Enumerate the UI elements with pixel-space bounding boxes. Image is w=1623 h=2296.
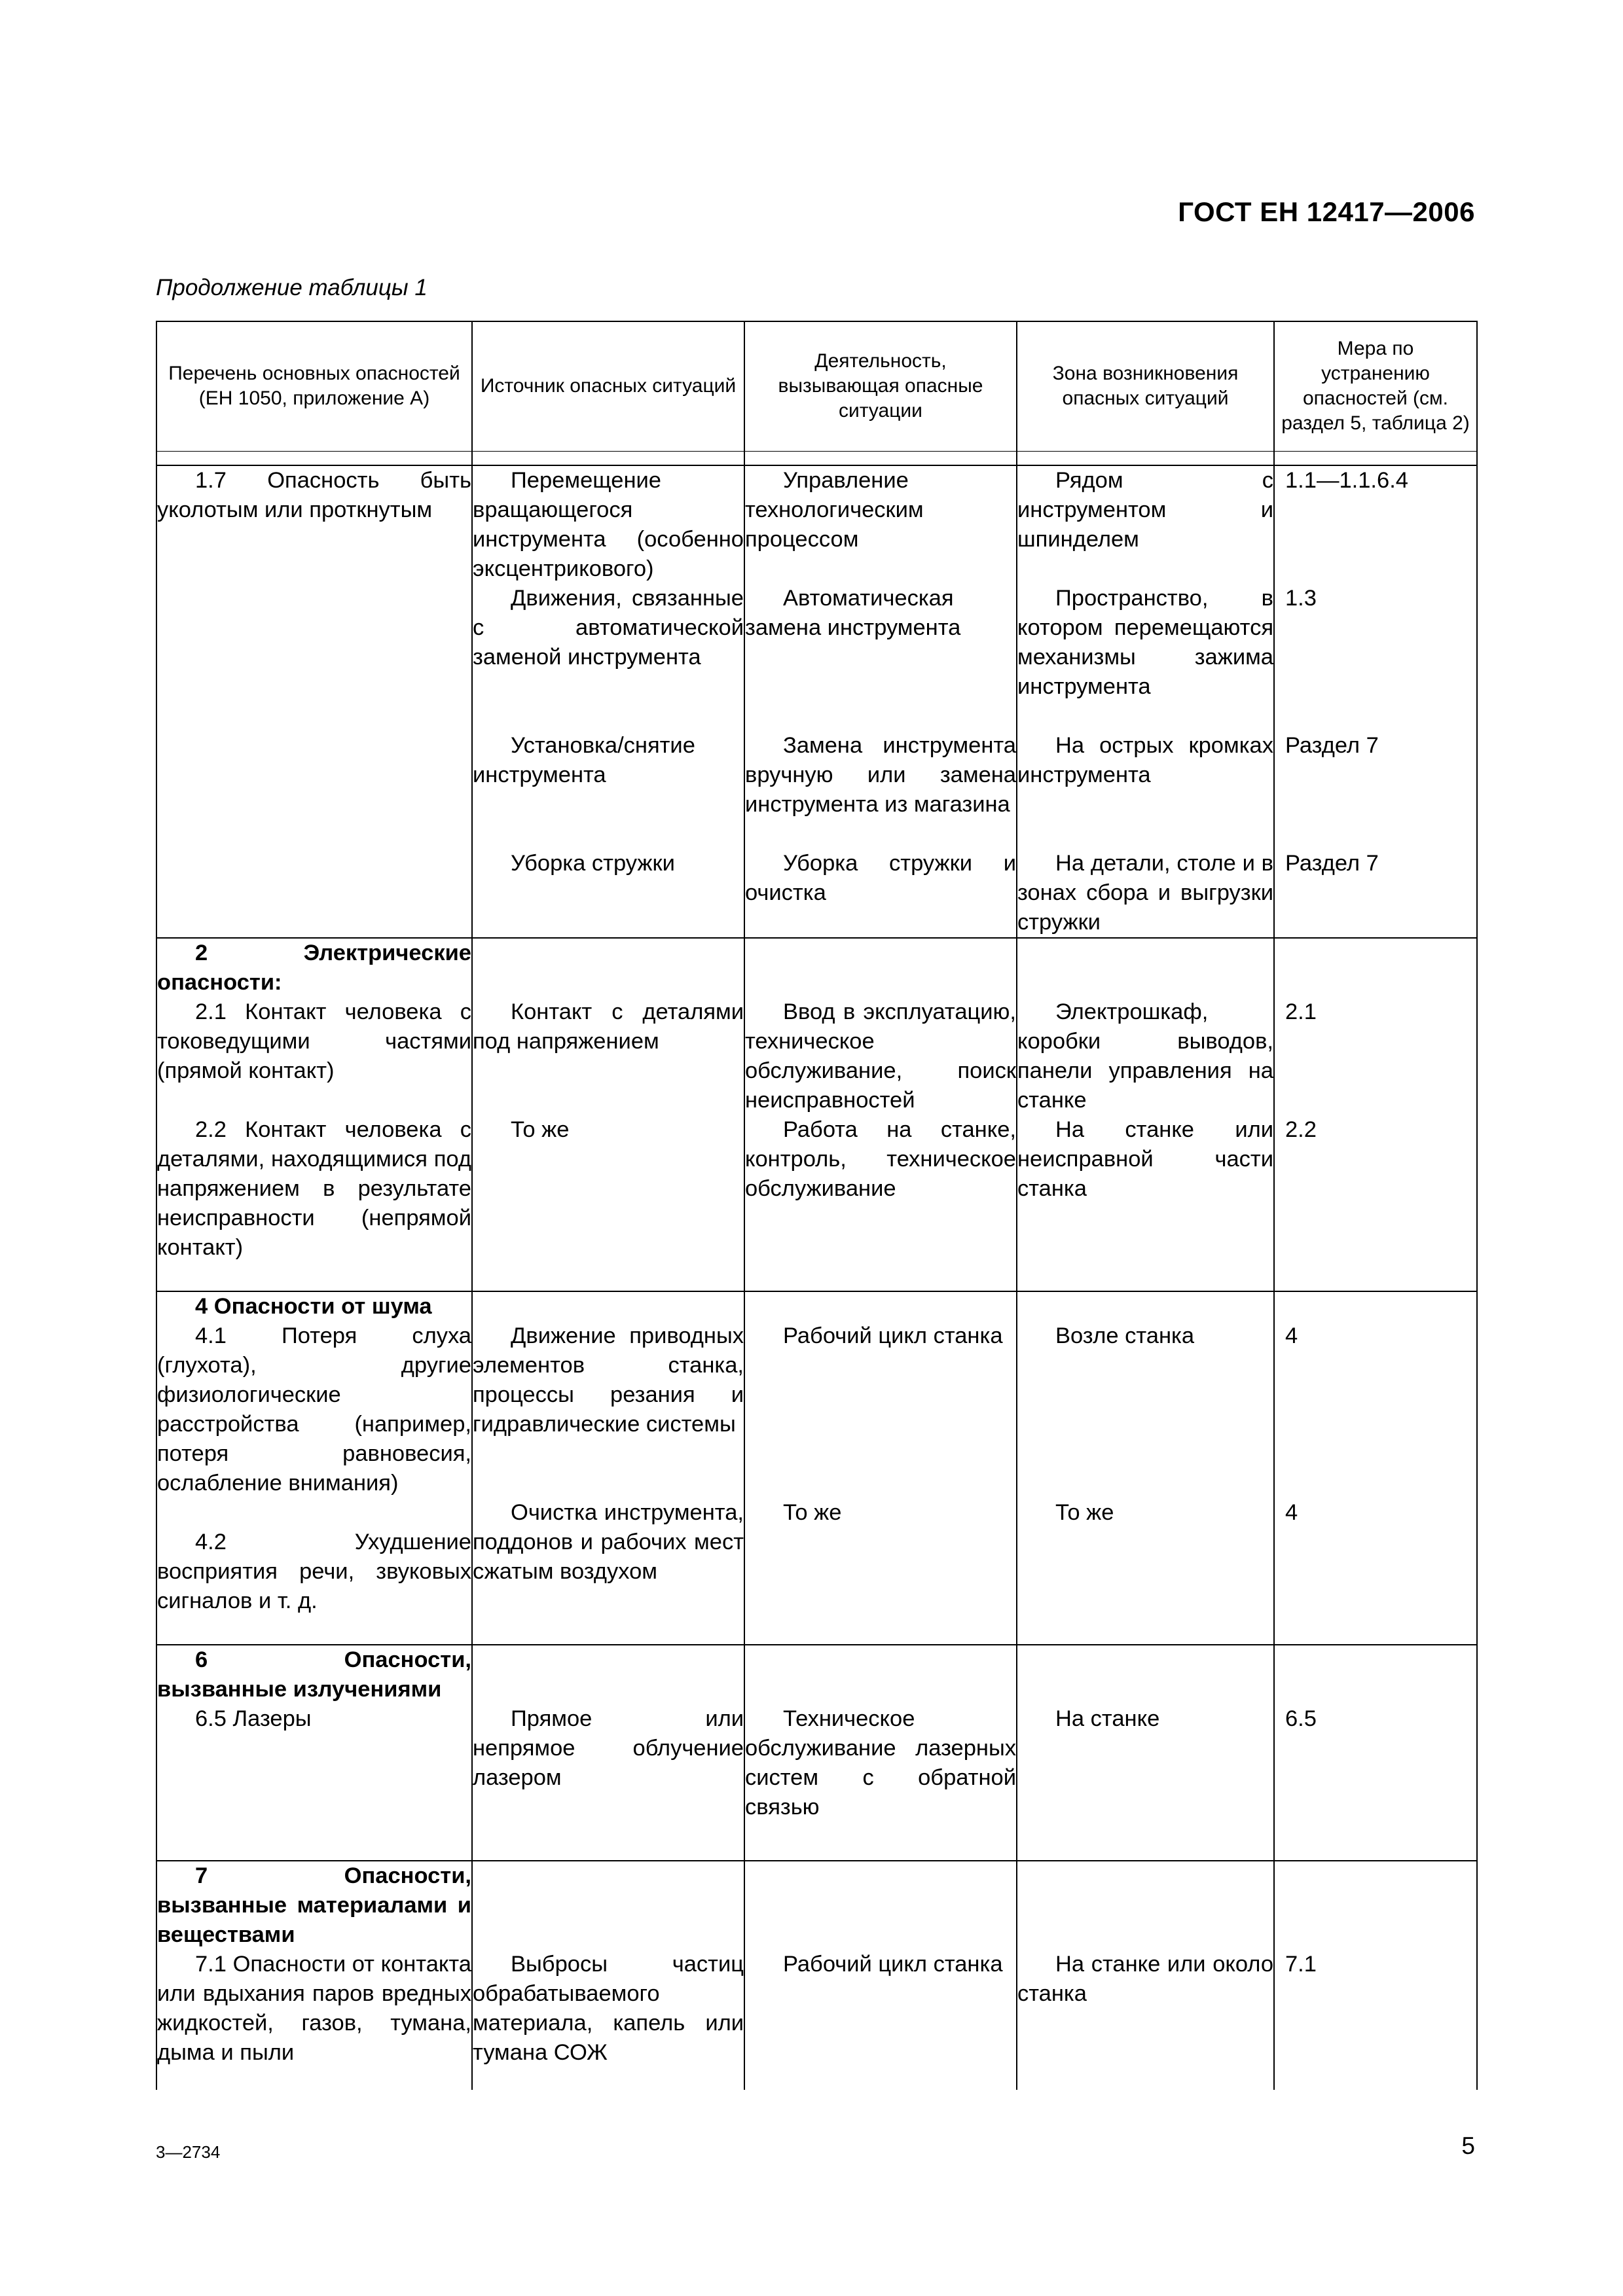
source-text: То же: [511, 1117, 570, 1142]
zone-text: Возле станка: [1055, 1323, 1195, 1348]
activity-text: То же: [783, 1499, 842, 1525]
source-text: Установка/снятие инструмента: [473, 732, 695, 787]
source-text: Выбросы частиц обрабатываемого материала, капель или тумана СОЖ: [473, 1951, 744, 2065]
hazard-text: 2.1 Контакт человека с токоведущими частями (прямой контакт): [157, 999, 471, 1083]
page-number: 5: [1461, 2132, 1475, 2159]
measure-text: 1.1—1.1.6.4: [1285, 467, 1408, 493]
measure-text: 6.5: [1285, 1706, 1317, 1731]
hazard-text: 1.7 Опасность быть уколотым или проткнутым: [157, 467, 471, 522]
source-text: Движения, связанные с автоматической заменой инструмента: [473, 585, 744, 670]
measure-text: 2.1: [1285, 999, 1317, 1024]
activity-text: Ввод в эксплуатацию, техническое обслуживание, поиск неисправностей: [745, 999, 1016, 1113]
hazard-text: 6.5 Лазеры: [195, 1706, 312, 1731]
activity-text: Рабочий цикл станка: [783, 1323, 1003, 1348]
measure-text: 2.2: [1285, 1117, 1317, 1142]
table-row: [156, 1291, 1477, 1645]
activity-text: Автоматическая замена инструмента: [745, 585, 961, 640]
section-title: 2 Электрические опасности:: [157, 940, 471, 995]
source-text: Движение приводных элементов станка, процессы резания и гидравлические системы: [473, 1323, 744, 1437]
table-row: [156, 1645, 1477, 1861]
activity-text: Уборка стружки и очистка: [745, 850, 1016, 905]
measure-text: 4: [1285, 1323, 1298, 1348]
measure-text: 1.3: [1285, 585, 1317, 611]
hazard-text: 4.1 Потеря слуха (глухота), другие физиологические расстройства (например, потеря равновесия, ослабление внимания): [157, 1323, 471, 1496]
standard-number: ГОСТ ЕН 12417—2006: [1178, 196, 1475, 227]
zone-text: Электрошкаф, коробки выводов, панели управления на станке: [1017, 999, 1273, 1113]
zone-text: На детали, столе и в зонах сбора и выгрузки стружки: [1017, 850, 1273, 935]
column-header-source: Источник опасных ситуаций: [472, 321, 744, 451]
column-header-activity: Деятельность, вызывающая опасные ситуации: [744, 321, 1017, 451]
section-title: 4 Опасности от шума: [195, 1293, 432, 1319]
column-header-hazards: Перечень основных опасностей (ЕН 1050, приложение А): [156, 321, 472, 451]
measure-text: Раздел 7: [1285, 850, 1379, 876]
source-text: Контакт с деталями под напряжением: [473, 999, 744, 1054]
zone-text: На станке или неисправной части станка: [1017, 1117, 1273, 1201]
column-header-zone: Зона возникновения опасных ситуаций: [1017, 321, 1274, 451]
measure-text: 7.1: [1285, 1951, 1317, 1977]
zone-text: Рядом с инструментом и шпинделем: [1017, 467, 1273, 552]
header-separator: [156, 451, 1477, 465]
activity-text: Техническое обслуживание лазерных систем с обратной связью: [745, 1706, 1016, 1820]
hazard-text: 4.2 Ухудшение восприятия речи, звуковых сигналов и т. д.: [157, 1529, 471, 1613]
hazard-text: 7.1 Опасности от контакта или вдыхания паров вредных жидкостей, газов, тумана, дыма и пыли: [157, 1951, 471, 2065]
hazards-table: [156, 321, 1478, 2090]
table-continuation-caption: Продолжение таблицы 1: [156, 275, 428, 300]
measure-text: 4: [1285, 1499, 1298, 1525]
source-text: Очистка инструмента, поддонов и рабочих мест сжатым воздухом: [473, 1499, 744, 1584]
section-title: 7 Опасности, вызванные материалами и веществами: [157, 1863, 471, 1947]
hazard-text: 2.2 Контакт человека с деталями, находящимися под напряжением в результате неисправности (непрямой контакт): [157, 1117, 471, 1260]
activity-text: Управление технологическим процессом: [745, 467, 924, 552]
activity-text: Рабочий цикл станка: [783, 1951, 1003, 1977]
zone-text: На станке: [1055, 1706, 1160, 1731]
activity-text: Работа на станке, контроль, техническое обслуживание: [745, 1117, 1016, 1201]
activity-text: Замена инструмента вручную или замена инструмента из магазина: [745, 732, 1016, 817]
section-title: 6 Опасности, вызванные излучениями: [157, 1647, 471, 1702]
column-header-measure: Мера по устранению опасностей (см. раздел 5, таблица 2): [1274, 321, 1477, 451]
source-text: Уборка стружки: [511, 850, 675, 876]
zone-text: На острых кромках инструмента: [1017, 732, 1273, 787]
zone-text: На станке или около станка: [1017, 1951, 1273, 2006]
table-row: [156, 465, 1477, 938]
table-row: [156, 938, 1477, 1291]
table-header-row: [156, 321, 1477, 451]
zone-text: Пространство, в котором перемещаются механизмы зажима инструмента: [1017, 585, 1273, 699]
print-code: 3—2734: [156, 2142, 221, 2162]
measure-text: Раздел 7: [1285, 732, 1379, 758]
zone-text: То же: [1055, 1499, 1114, 1525]
table-row: [156, 1861, 1477, 2090]
source-text: Прямое или непрямое облучение лазером: [473, 1706, 744, 1790]
source-text: Перемещение вращающегося инструмента (особенно эксцентрикового): [473, 467, 744, 581]
